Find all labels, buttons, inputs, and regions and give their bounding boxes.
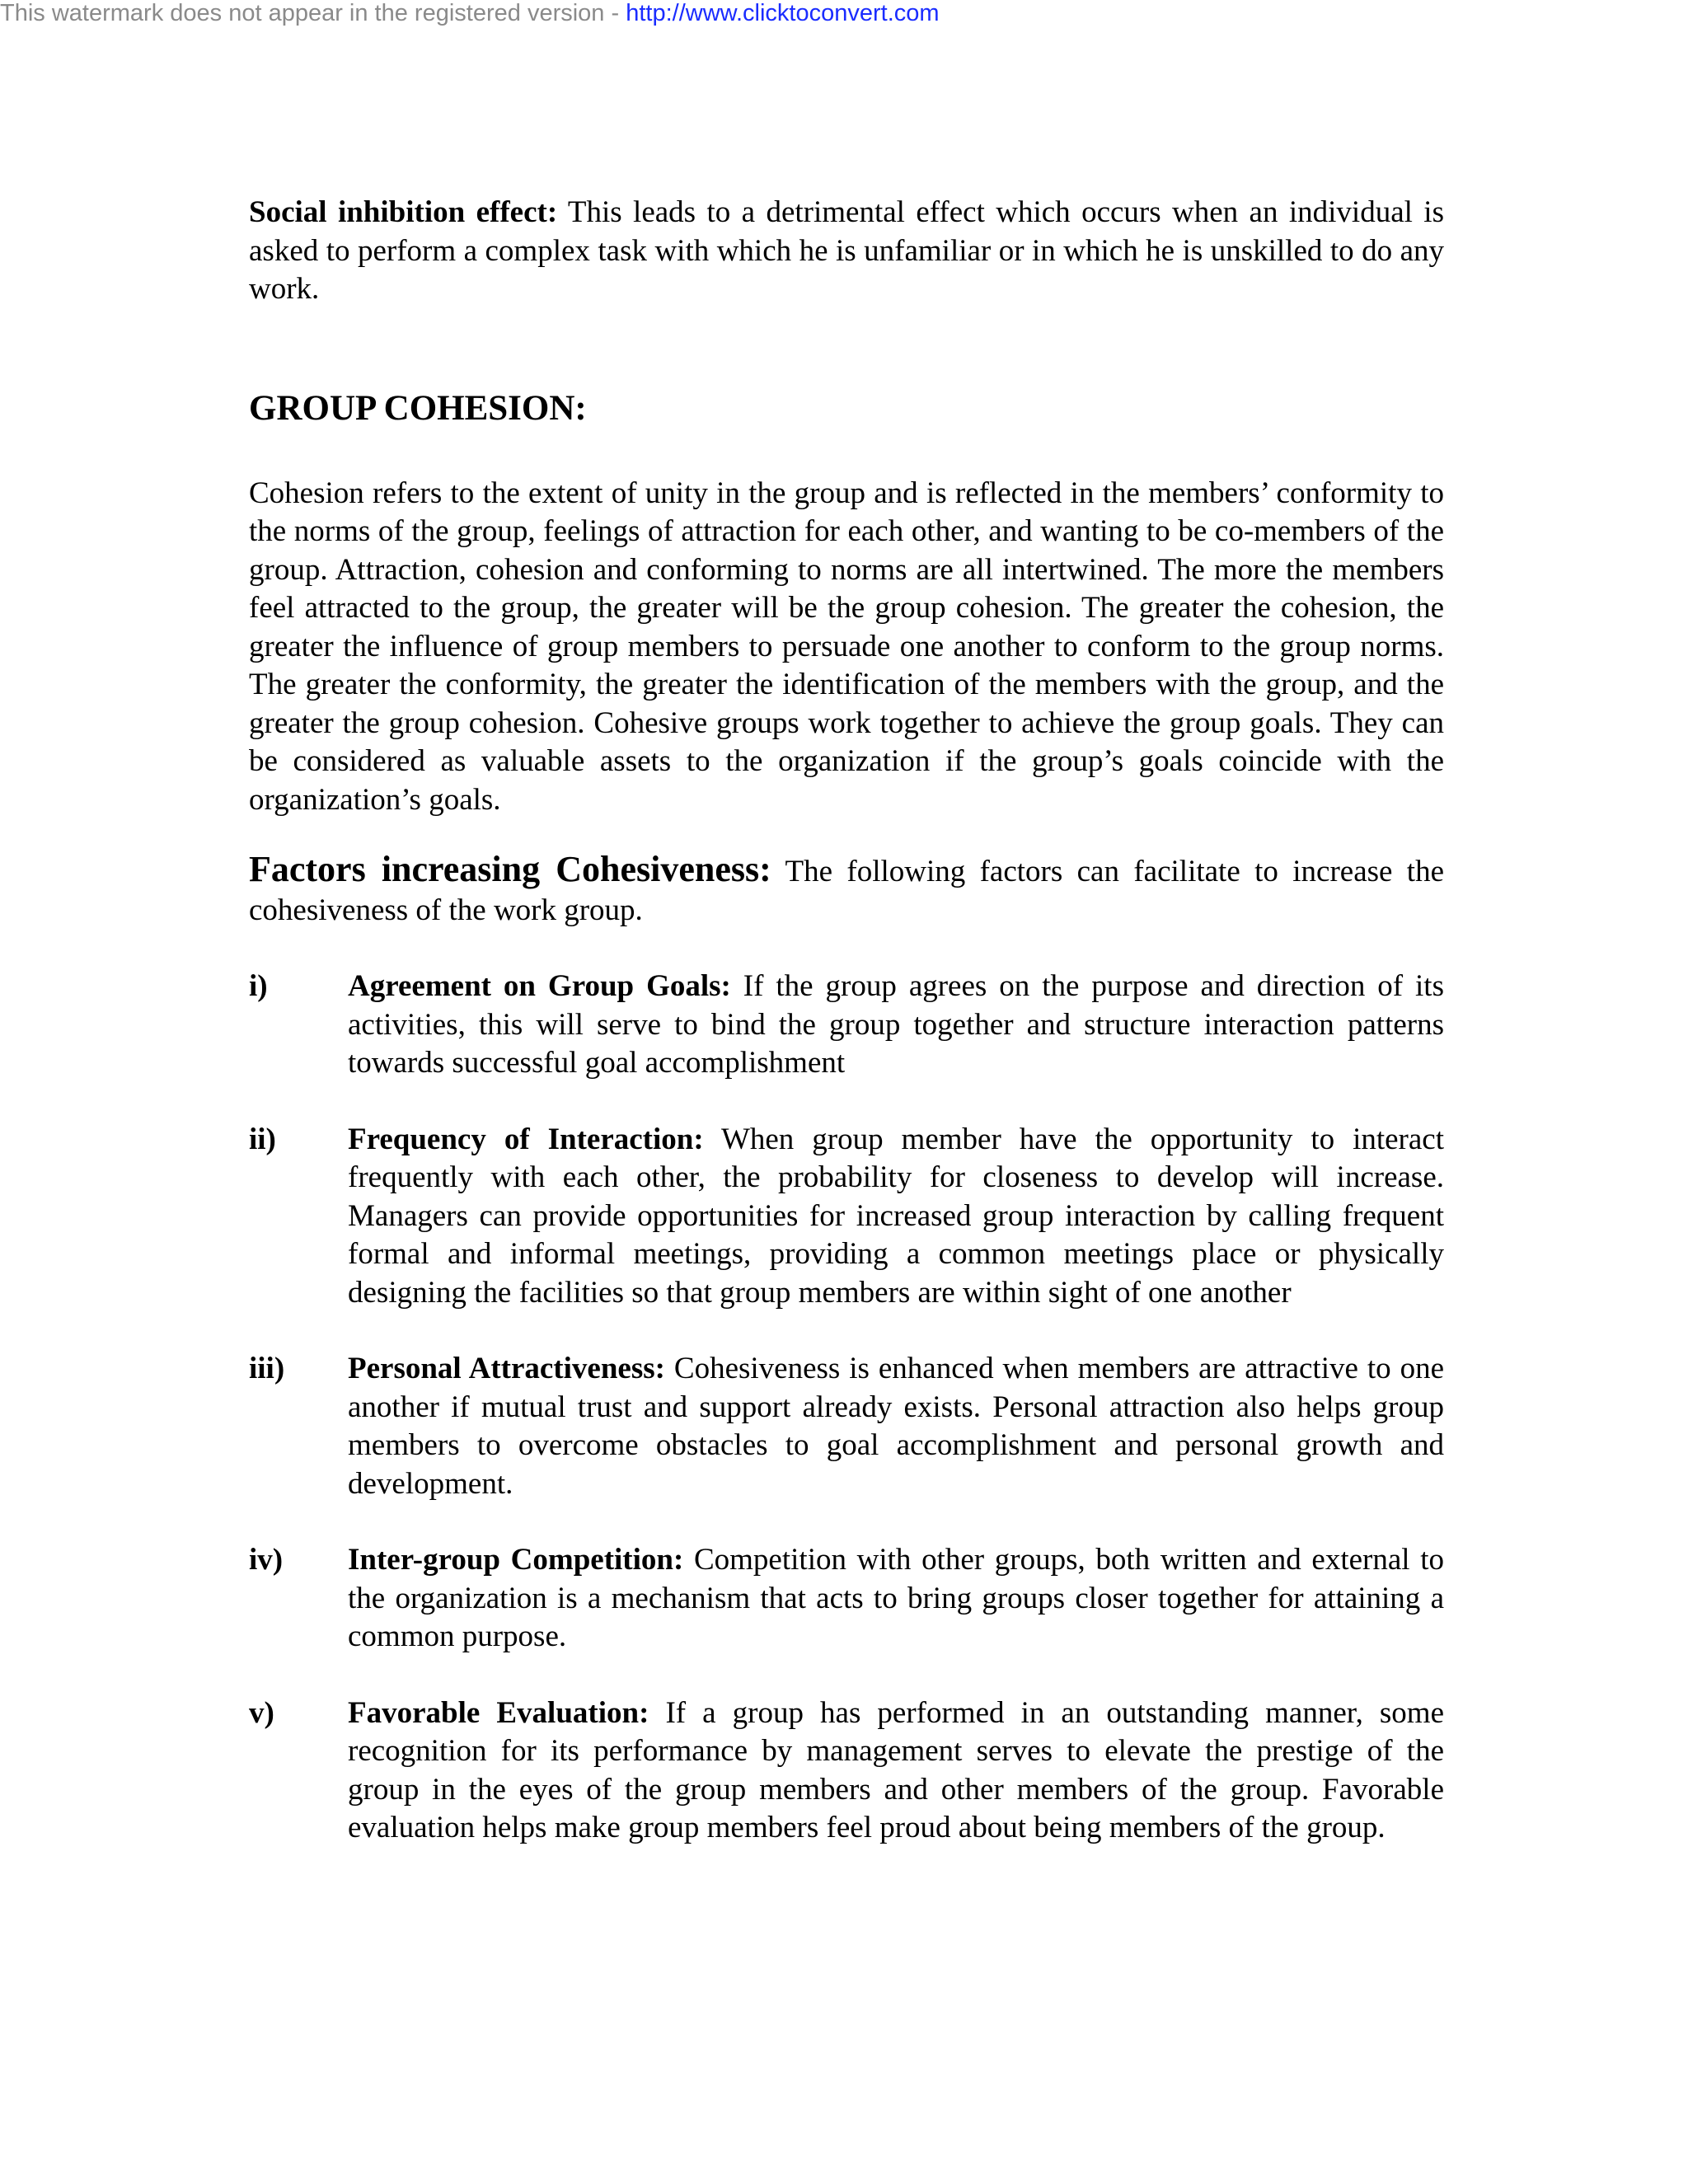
list-item (249, 968, 1444, 1083)
factors-title: Factors increasing Cohesiveness: (249, 849, 771, 889)
list-item (249, 1694, 1444, 1848)
watermark-link[interactable]: http://www.clicktoconvert.com (626, 0, 940, 26)
list-item-title: Agreement on Group Goals: (348, 969, 731, 1003)
cohesion-paragraph: Cohesion refers to the extent of unity in the group and is reflected in the members’ conformity to the norms of the group, feelings of attraction for each other, and wanting to be co-members of the group. Attraction, cohesion and conforming to norms are all intertwined. The more the members feel attracted to the group, the greater will be the group cohesion. The greater the cohesion, the greater the influence of group members to persuade one another to conform to the group norms. The greater the conformity, the greater the identification of the members with the group, and the greater the group cohesion. Cohesive groups work together to achieve the group goals. They can be considered as valuable assets to the organization if the group’s goals coincide with the organization’s goals. (249, 476, 1444, 817)
group-cohesion-heading: GROUP COHESION: (249, 388, 587, 428)
list-item-text: If a group has performed in an outstanding manner, some recognition for its performance by management serves to elevate the prestige of the group in the eyes of the group members and other members of the group. Favorable evaluation helps make group members feel proud about being members of the group. (348, 1695, 1444, 1844)
watermark-text: This watermark does not appear in the registered version - (0, 0, 626, 26)
list-item-marker: i) (249, 969, 268, 1003)
list-item-title: Inter-group Competition: (348, 1543, 684, 1577)
list-item-title: Favorable Evaluation: (348, 1695, 649, 1730)
social-inhibition-text: This leads to a detrimental effect which occurs when an individual is asked to perform a complex task with which he is unfamiliar or in which he is unskilled to do any work. (249, 195, 1444, 306)
factors-paragraph (249, 851, 1444, 930)
list-item-marker: iv) (249, 1543, 284, 1577)
list-item (249, 1350, 1444, 1503)
list-item-text: When group member have the opportunity to interact frequently with each other, the probability for closeness to develop will increase. Managers can provide opportunities for increased group interaction by calling frequent formal and informal meetings, providing a common meetings place or physically designing the facilities so that group members are within sight of one another (348, 1122, 1444, 1310)
list-item-text: Competition with other groups, both written and external to the organization is a mechanism that acts to bring groups closer together for attaining a common purpose. (348, 1543, 1444, 1653)
factors-list (249, 968, 1444, 1848)
factors-intro: The following factors can facilitate to increase the cohesiveness of the work group. (249, 855, 1444, 927)
list-item-title: Personal Attractiveness: (348, 1352, 665, 1385)
document-page (249, 194, 1444, 1886)
list-item-marker: iii) (249, 1352, 285, 1385)
list-item-text: Cohesiveness is enhanced when members are attractive to one another if mutual trust and support already exists. Personal attraction also helps group members to overcome obstacles to goal accomplishment and personal growth and development. (348, 1352, 1444, 1501)
list-item (249, 1121, 1444, 1313)
list-item (249, 1541, 1444, 1657)
list-item-marker: v) (249, 1695, 274, 1730)
social-inhibition-term: Social inhibition effect: (249, 195, 558, 229)
list-item-marker: ii) (249, 1122, 276, 1156)
list-item-title: Frequency of Interaction: (348, 1122, 704, 1156)
social-inhibition-paragraph (249, 194, 1444, 309)
watermark-banner (0, 0, 940, 26)
list-item-text: If the group agrees on the purpose and direction of its activities, this will serve to bind the group together and structure interaction patterns towards successful goal accomplishment (348, 969, 1444, 1080)
